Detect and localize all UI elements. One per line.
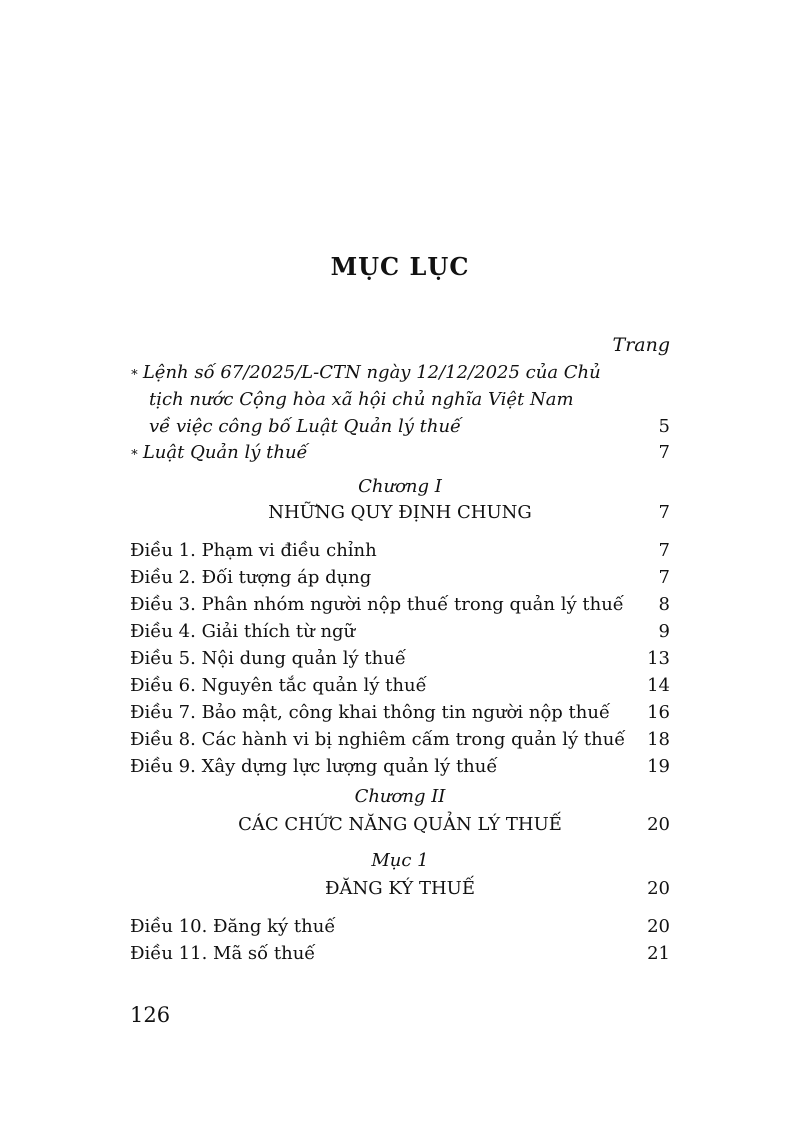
toc-article — [130, 700, 670, 726]
toc-article — [130, 914, 670, 940]
page-number: 126 — [130, 1003, 171, 1027]
toc-article-label: Điều 11. Mã số thuế — [130, 943, 316, 964]
chapter-label: Chương II — [354, 786, 446, 807]
toc-article-label: Điều 9. Xây dựng lực lượng quản lý thuế — [130, 756, 498, 777]
toc-article-label: Điều 5. Nội dung quản lý thuế — [130, 648, 406, 669]
toc-page-number: 5 — [658, 416, 670, 437]
toc-article — [130, 592, 670, 618]
toc-article — [130, 673, 670, 699]
toc-article — [130, 646, 670, 672]
toc-article-label: Điều 7. Bảo mật, công khai thông tin người nộp thuế — [130, 702, 611, 723]
toc-page-number: 20 — [647, 878, 670, 899]
toc-page-number: 18 — [647, 729, 670, 750]
chapter-label: Chương I — [358, 476, 442, 497]
toc-page-number: 7 — [658, 540, 670, 561]
toc-entry-order-line3 — [130, 414, 670, 440]
toc-entry-text: tịch nước Cộng hòa xã hội chủ nghĩa Việt Nam — [149, 389, 574, 410]
asterisk-bullet-icon: ∗ — [130, 365, 139, 380]
toc-article-label: Điều 2. Đối tượng áp dụng — [130, 567, 372, 588]
chapter-heading — [130, 500, 670, 526]
section-heading — [130, 876, 670, 902]
chapter-heading — [130, 812, 670, 838]
toc-article-label: Điều 10. Đăng ký thuế — [130, 916, 336, 937]
toc-article — [130, 619, 670, 645]
toc-article-label: Điều 3. Phân nhóm người nộp thuế trong quản lý thuế — [130, 594, 624, 615]
page-title: MỤC LỤC — [330, 252, 470, 281]
toc-page-number: 20 — [647, 814, 670, 835]
toc-article — [130, 538, 670, 564]
toc-entry-law — [130, 440, 670, 466]
toc-page-number: 9 — [658, 621, 670, 642]
toc-article-label: Điều 8. Các hành vi bị nghiêm cấm trong quản lý thuế — [130, 729, 626, 750]
toc-article-label: Điều 1. Phạm vi điều chỉnh — [130, 540, 377, 561]
toc-article-label: Điều 4. Giải thích từ ngữ — [130, 621, 356, 642]
chapter-title: CÁC CHỨC NĂNG QUẢN LÝ THUẾ — [238, 814, 562, 835]
toc-page-number: 13 — [647, 648, 670, 669]
toc-page-number: 8 — [658, 594, 670, 615]
toc-entry-order-line2 — [130, 387, 670, 413]
toc-article — [130, 565, 670, 591]
toc-entry-text: Lệnh số 67/2025/L-CTN ngày 12/12/2025 của Chủ — [142, 362, 601, 383]
asterisk-bullet-icon: ∗ — [130, 445, 139, 460]
toc-page-number: 7 — [658, 502, 670, 523]
toc-article — [130, 941, 670, 967]
section-title: ĐĂNG KÝ THUẾ — [325, 878, 475, 899]
toc-page-number: 16 — [647, 702, 670, 723]
toc-page-number: 19 — [647, 756, 670, 777]
toc-article-label: Điều 6. Nguyên tắc quản lý thuế — [130, 675, 427, 696]
toc-article — [130, 727, 670, 753]
toc-entry-text: Luật Quản lý thuế — [142, 442, 308, 463]
toc-page-number: 14 — [647, 675, 670, 696]
chapter-title: NHỮNG QUY ĐỊNH CHUNG — [268, 502, 532, 523]
toc-page-number: 7 — [658, 567, 670, 588]
toc-entry-order-line1 — [130, 360, 670, 386]
toc-entry-text: về việc công bố Luật Quản lý thuế — [149, 416, 462, 437]
page-column-heading: Trang — [612, 334, 670, 356]
toc-page-number: 7 — [658, 442, 670, 463]
toc-page-number: 21 — [647, 943, 670, 964]
toc-article — [130, 754, 670, 780]
section-label: Mục 1 — [371, 850, 429, 871]
toc-page-number: 20 — [647, 916, 670, 937]
